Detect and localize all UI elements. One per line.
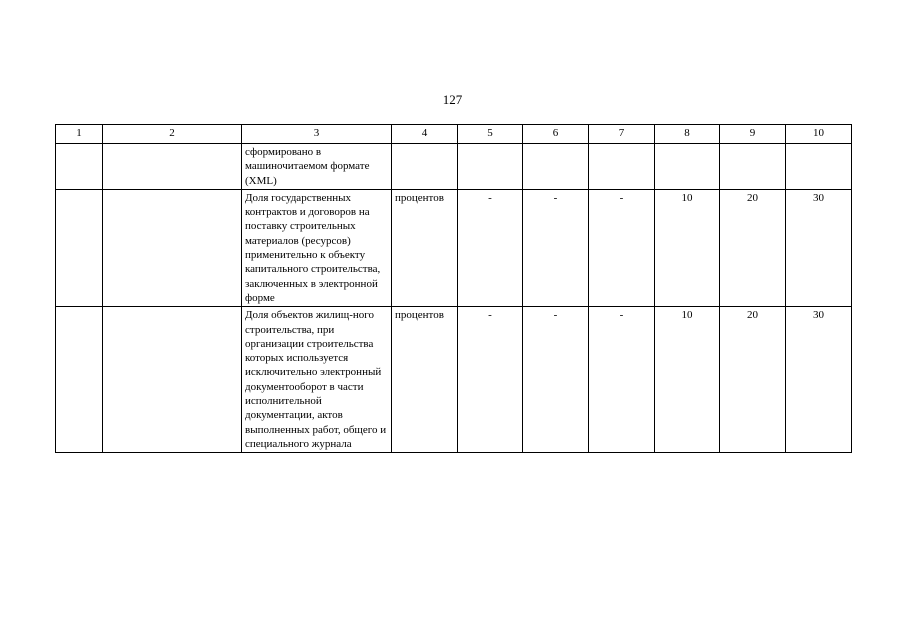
column-header-4: 4: [392, 125, 458, 144]
column-header-5: 5: [458, 125, 523, 144]
column-header-6: 6: [523, 125, 589, 144]
table-cell-value-7: -: [589, 307, 655, 453]
table-cell-unit: процентов: [392, 189, 458, 306]
table-cell-value-10: [786, 144, 852, 190]
table-cell-number: [56, 189, 103, 306]
table-cell-value-6: [523, 144, 589, 190]
table-row: [56, 144, 852, 190]
table-cell-value-6: -: [523, 307, 589, 453]
table-cell-value-10: 30: [786, 189, 852, 306]
table-row: [56, 307, 852, 453]
table-cell-value-9: 20: [720, 189, 786, 306]
table-cell-name: [103, 189, 242, 306]
table-cell-name: [103, 144, 242, 190]
column-header-2: 2: [103, 125, 242, 144]
table-cell-value-7: [589, 144, 655, 190]
table-cell-number: [56, 307, 103, 453]
table-cell-indicator: Доля государственных контрактов и договоров на поставку строительных материалов (ресурсов) применительно к объекту капитального строительства, заключенных в электронной форме: [242, 189, 392, 306]
table-cell-value-8: 10: [655, 307, 720, 453]
table-cell-value-6: -: [523, 189, 589, 306]
column-header-1: 1: [56, 125, 103, 144]
table-cell-value-8: 10: [655, 189, 720, 306]
table-cell-value-5: [458, 144, 523, 190]
table-cell-number: [56, 144, 103, 190]
table-cell-name: [103, 307, 242, 453]
table-cell-value-9: 20: [720, 307, 786, 453]
table-cell-value-10: 30: [786, 307, 852, 453]
table-cell-indicator: сформировано в машиночитаемом формате (XML): [242, 144, 392, 190]
table-cell-value-7: -: [589, 189, 655, 306]
column-header-9: 9: [720, 125, 786, 144]
table-cell-value-5: -: [458, 307, 523, 453]
column-header-8: 8: [655, 125, 720, 144]
table-row: [56, 189, 852, 306]
column-header-3: 3: [242, 125, 392, 144]
column-header-10: 10: [786, 125, 852, 144]
table-cell-unit: процентов: [392, 307, 458, 453]
table-cell-unit: [392, 144, 458, 190]
table-cell-value-8: [655, 144, 720, 190]
page-number: 127: [442, 92, 463, 107]
table-cell-value-5: -: [458, 189, 523, 306]
header-row: [56, 125, 852, 144]
table-cell-indicator: Доля объектов жилищ-ного строительства, при организации строительства которых используется исключительно электронный документооборот в части исполнительной документации, актов выполненных работ, общего и специального журнала: [242, 307, 392, 453]
indicator-table: [55, 124, 852, 453]
table-cell-value-9: [720, 144, 786, 190]
column-header-7: 7: [589, 125, 655, 144]
